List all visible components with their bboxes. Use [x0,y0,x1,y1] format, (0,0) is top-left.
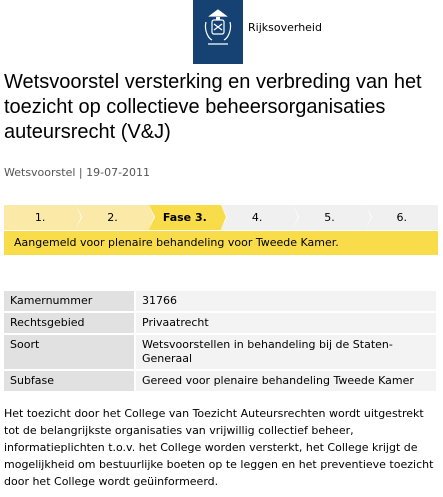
rijksoverheid-crest-icon [203,6,233,50]
phase-label: 2. [107,211,118,224]
table-row [4,291,436,311]
phase-3[interactable] [149,205,221,230]
table-row [4,371,436,391]
document-meta: Wetsvoorstel | 19-07-2011 [4,166,151,179]
row-key: Kamernummer [4,291,134,311]
row-value: Gereed voor plenaire behandeling Tweede Kamer [134,371,436,391]
phase-1[interactable] [4,205,76,230]
table-row [4,313,436,333]
row-key: Soort [4,335,134,369]
phase-label: 6. [396,211,408,224]
description-text: Het toezicht door het College van Toezicht Auteursrechten wordt uitgestrekt tot de belangrijkste organisaties van vrijwillig collectief beheer, informatieplichten t.o.v. het College worden versterkt, het College krijgt de mogelijkheid om bestuurlijke boeten op te leggen en het preventieve toezicht door het College wordt geüinformeerd. [4,407,434,488]
phase-label: 4. [251,211,263,224]
phase-4[interactable] [221,205,293,230]
row-key: Rechtsgebied [4,313,134,333]
phase-status: Aangemeld voor plenaire behandeling voor Tweede Kamer. [4,231,438,255]
row-key: Subfase [4,371,134,391]
row-value: Privaatrecht [134,313,436,333]
table-row [4,335,436,369]
phase-5[interactable] [293,205,365,230]
phase-progress [4,205,438,230]
brand-name: Rijksoverheid [248,21,322,34]
phase-6[interactable] [366,205,438,230]
page-title: Wetsvoorstel versterking en verbreding van het toezicht op collectieve beheersorganisaties auteursrecht (V&J) [4,71,422,143]
row-value: 31766 [134,291,436,311]
phase-label: 5. [324,211,335,224]
phase-label: 1. [34,211,46,224]
rijksoverheid-logo[interactable] [193,0,243,64]
row-value: Wetsvoorstellen in behandeling bij de Staten-Generaal [134,335,436,369]
details-table [4,289,436,393]
phase-2[interactable] [76,205,148,230]
phase-label: Fase 3. [162,211,207,224]
